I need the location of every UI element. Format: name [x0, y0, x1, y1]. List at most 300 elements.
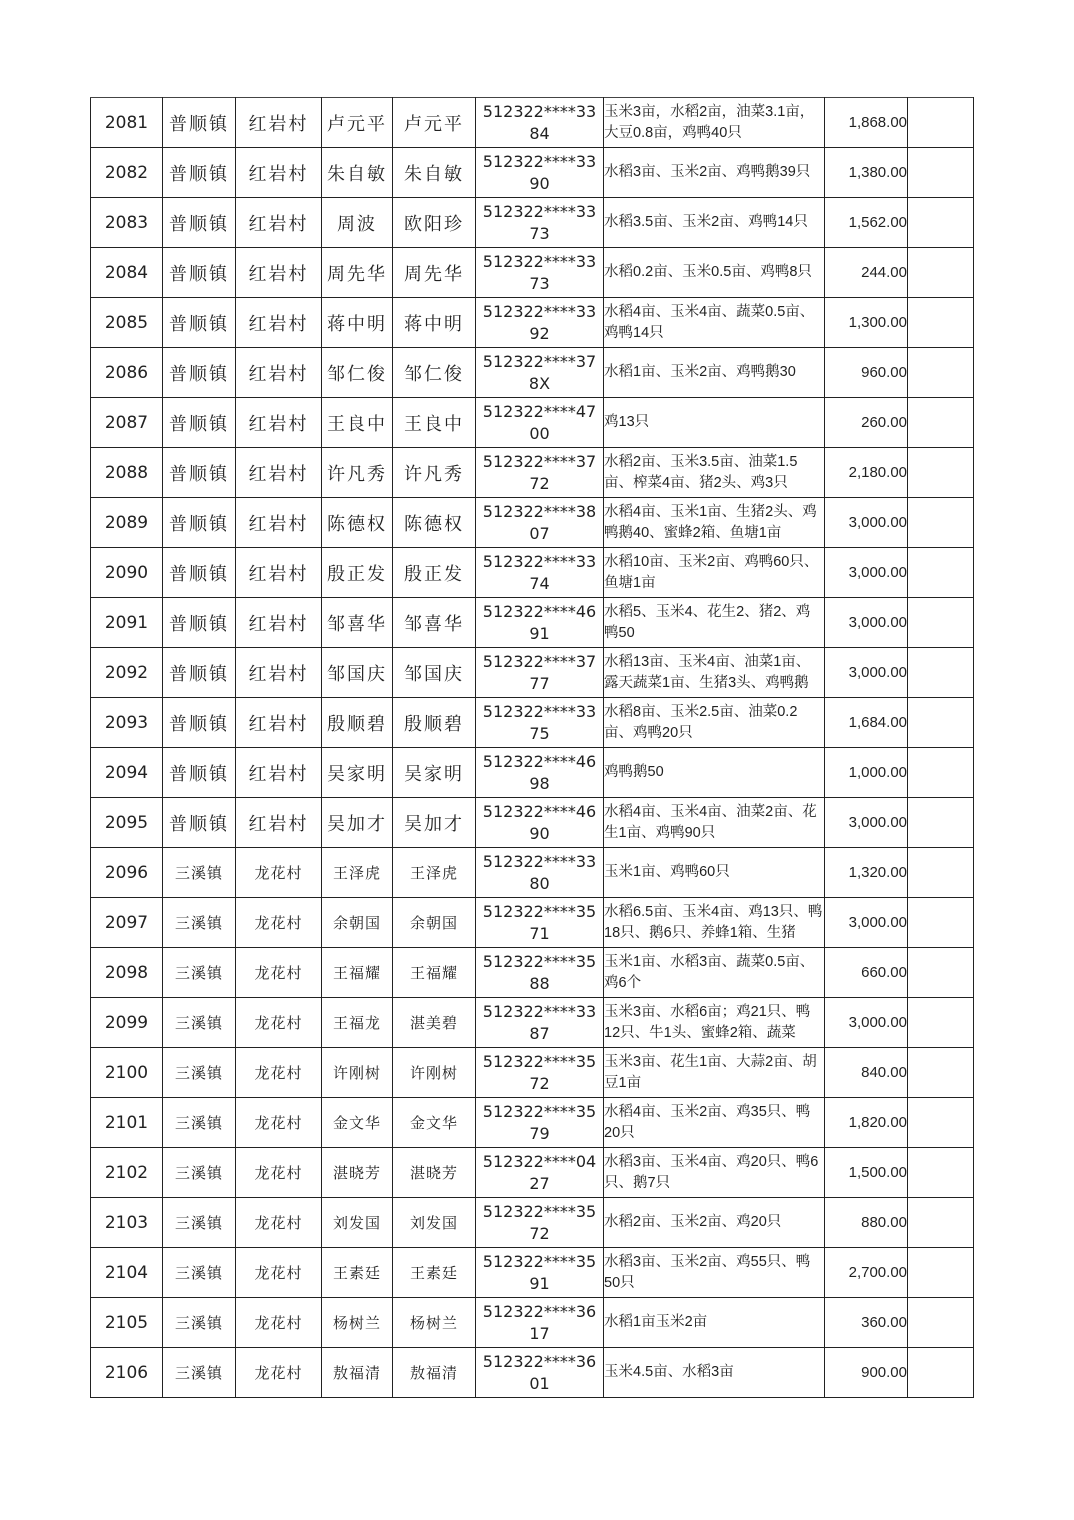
id-number-line-2: 07	[529, 523, 550, 543]
payee-cell: 王福耀	[393, 948, 476, 998]
amount-cell: 3,000.00	[825, 998, 908, 1048]
blank-cell	[908, 98, 974, 148]
crop-description-cell	[604, 298, 825, 348]
village-cell: 红岩村	[236, 698, 322, 748]
town-cell: 三溪镇	[163, 1048, 236, 1098]
village-cell: 红岩村	[236, 198, 322, 248]
town-cell: 普顺镇	[163, 348, 236, 398]
amount-cell: 3,000.00	[825, 648, 908, 698]
blank-cell	[908, 898, 974, 948]
village-cell: 龙花村	[236, 1098, 322, 1148]
id-number-line-2: 90	[529, 173, 550, 193]
payee-cell: 湛晓芳	[393, 1148, 476, 1198]
blank-cell	[908, 348, 974, 398]
blank-cell	[908, 548, 974, 598]
id-number-line-2: 00	[529, 423, 550, 443]
village-cell: 红岩村	[236, 98, 322, 148]
id-number-cell	[476, 748, 604, 798]
blank-cell	[908, 998, 974, 1048]
id-number-line-2: 87	[529, 1023, 550, 1043]
row-number: 2104	[91, 1248, 163, 1298]
amount-cell: 1,868.00	[825, 98, 908, 148]
payee-cell: 殷顺碧	[393, 698, 476, 748]
crop-description-text: 水稻1亩玉米2亩	[604, 1314, 708, 1330]
id-number-line-1: 512322****35	[482, 951, 597, 971]
row-number: 2098	[91, 948, 163, 998]
id-number-cell	[476, 148, 604, 198]
row-number: 2086	[91, 348, 163, 398]
name-cell: 周波	[322, 198, 393, 248]
blank-cell	[908, 698, 974, 748]
id-number-line-1: 512322****38	[482, 501, 597, 521]
town-cell: 三溪镇	[163, 1148, 236, 1198]
id-number-cell	[476, 898, 604, 948]
crop-description-cell	[604, 798, 825, 848]
name-cell: 王福龙	[322, 998, 393, 1048]
id-number-cell	[476, 398, 604, 448]
crop-description-text: 水稻2亩、玉米3.5亩、油菜1.5亩、榨菜4亩、猪2头、鸡3只	[604, 453, 798, 491]
id-number-line-2: 72	[529, 473, 550, 493]
town-cell: 三溪镇	[163, 1348, 236, 1398]
id-number-cell	[476, 948, 604, 998]
village-cell: 龙花村	[236, 1348, 322, 1398]
row-number: 2093	[91, 698, 163, 748]
blank-cell	[908, 498, 974, 548]
payee-cell: 刘发国	[393, 1198, 476, 1248]
name-cell: 王良中	[322, 398, 393, 448]
id-number-line-1: 512322****33	[482, 151, 597, 171]
row-number: 2097	[91, 898, 163, 948]
town-cell: 普顺镇	[163, 798, 236, 848]
crop-description-text: 水稻3亩、玉米2亩、鸡55只、鸭50只	[604, 1253, 811, 1291]
name-cell: 金文华	[322, 1098, 393, 1148]
town-cell: 三溪镇	[163, 848, 236, 898]
village-cell: 龙花村	[236, 1198, 322, 1248]
name-cell: 杨树兰	[322, 1298, 393, 1348]
town-cell: 三溪镇	[163, 998, 236, 1048]
name-cell: 蒋中明	[322, 298, 393, 348]
town-cell: 普顺镇	[163, 198, 236, 248]
crop-description-text: 水稻3亩、玉米2亩、鸡鸭鹅39只	[604, 164, 811, 180]
table-row	[91, 1198, 974, 1248]
id-number-line-1: 512322****37	[482, 651, 597, 671]
id-number-line-1: 512322****47	[482, 401, 597, 421]
village-cell: 红岩村	[236, 798, 322, 848]
town-cell: 普顺镇	[163, 248, 236, 298]
name-cell: 余朝国	[322, 898, 393, 948]
town-cell: 普顺镇	[163, 398, 236, 448]
village-cell: 红岩村	[236, 748, 322, 798]
id-number-cell	[476, 698, 604, 748]
village-cell: 龙花村	[236, 1148, 322, 1198]
village-cell: 龙花村	[236, 1048, 322, 1098]
row-number: 2096	[91, 848, 163, 898]
amount-cell: 244.00	[825, 248, 908, 298]
town-cell: 三溪镇	[163, 1298, 236, 1348]
id-number-line-1: 512322****35	[482, 901, 597, 921]
name-cell: 敖福清	[322, 1348, 393, 1398]
village-cell: 红岩村	[236, 248, 322, 298]
amount-cell: 260.00	[825, 398, 908, 448]
id-number-cell	[476, 1048, 604, 1098]
row-number: 2105	[91, 1298, 163, 1348]
amount-cell: 1,320.00	[825, 848, 908, 898]
blank-cell	[908, 198, 974, 248]
id-number-line-2: 8X	[528, 373, 551, 393]
id-number-line-1: 512322****33	[482, 301, 597, 321]
village-cell: 红岩村	[236, 598, 322, 648]
table-row	[91, 148, 974, 198]
blank-cell	[908, 1348, 974, 1398]
village-cell: 龙花村	[236, 948, 322, 998]
village-cell: 红岩村	[236, 348, 322, 398]
table-row	[91, 498, 974, 548]
town-cell: 普顺镇	[163, 98, 236, 148]
crop-description-text: 玉米3亩、花生1亩、大蒜2亩、胡豆1亩	[604, 1053, 817, 1091]
crop-description-cell	[604, 648, 825, 698]
row-number: 2102	[91, 1148, 163, 1198]
crop-description-text: 玉米3亩、水稻6亩；鸡21只、鸭12只、牛1头、蜜蜂2箱、蔬菜	[604, 1003, 811, 1041]
name-cell: 邹仁俊	[322, 348, 393, 398]
payee-cell: 王良中	[393, 398, 476, 448]
crop-description-text: 玉米3亩，水稻2亩，油菜3.1亩，大豆0.8亩，鸡鸭40只	[604, 103, 815, 141]
row-number: 2103	[91, 1198, 163, 1248]
id-number-cell	[476, 198, 604, 248]
village-cell: 红岩村	[236, 148, 322, 198]
id-number-line-2: 27	[529, 1173, 550, 1193]
table-row	[91, 1048, 974, 1098]
crop-description-cell	[604, 98, 825, 148]
id-number-line-2: 73	[529, 273, 550, 293]
crop-description-cell	[604, 698, 825, 748]
crop-description-cell	[604, 848, 825, 898]
table-row	[91, 748, 974, 798]
crop-description-cell	[604, 998, 825, 1048]
row-number: 2091	[91, 598, 163, 648]
blank-cell	[908, 1248, 974, 1298]
name-cell: 王素廷	[322, 1248, 393, 1298]
blank-cell	[908, 398, 974, 448]
id-number-line-1: 512322****33	[482, 701, 597, 721]
name-cell: 邹国庆	[322, 648, 393, 698]
table-row	[91, 448, 974, 498]
crop-description-text: 水稻0.2亩、玉米0.5亩、鸡鸭8只	[604, 264, 812, 280]
village-cell: 红岩村	[236, 398, 322, 448]
table-body	[91, 98, 974, 1398]
payee-cell: 金文华	[393, 1098, 476, 1148]
payee-cell: 欧阳珍	[393, 198, 476, 248]
payee-cell: 卢元平	[393, 98, 476, 148]
blank-cell	[908, 1198, 974, 1248]
id-number-line-2: 90	[529, 823, 550, 843]
table-row	[91, 898, 974, 948]
town-cell: 三溪镇	[163, 1198, 236, 1248]
table-row	[91, 298, 974, 348]
village-cell: 龙花村	[236, 898, 322, 948]
town-cell: 普顺镇	[163, 448, 236, 498]
id-number-cell	[476, 1098, 604, 1148]
table-row	[91, 198, 974, 248]
row-number: 2082	[91, 148, 163, 198]
village-cell: 红岩村	[236, 498, 322, 548]
crop-description-cell	[604, 1248, 825, 1298]
crop-description-cell	[604, 1098, 825, 1148]
name-cell: 陈德权	[322, 498, 393, 548]
id-number-line-1: 512322****46	[482, 751, 597, 771]
id-number-cell	[476, 98, 604, 148]
id-number-line-2: 88	[529, 973, 550, 993]
row-number: 2106	[91, 1348, 163, 1398]
crop-description-text: 玉米1亩、水稻3亩、蔬菜0.5亩、鸡6个	[604, 953, 815, 991]
village-cell: 红岩村	[236, 298, 322, 348]
amount-cell: 3,000.00	[825, 898, 908, 948]
village-cell: 龙花村	[236, 1298, 322, 1348]
amount-cell: 900.00	[825, 1348, 908, 1398]
village-cell: 龙花村	[236, 998, 322, 1048]
id-number-cell	[476, 248, 604, 298]
blank-cell	[908, 248, 974, 298]
crop-description-cell	[604, 1348, 825, 1398]
crop-description-cell	[604, 1048, 825, 1098]
name-cell: 吴家明	[322, 748, 393, 798]
payee-cell: 余朝国	[393, 898, 476, 948]
name-cell: 许刚树	[322, 1048, 393, 1098]
amount-cell: 2,700.00	[825, 1248, 908, 1298]
id-number-cell	[476, 848, 604, 898]
payee-cell: 蒋中明	[393, 298, 476, 348]
row-number: 2092	[91, 648, 163, 698]
id-number-cell	[476, 548, 604, 598]
id-number-line-1: 512322****33	[482, 551, 597, 571]
crop-description-cell	[604, 348, 825, 398]
id-number-line-1: 512322****35	[482, 1051, 597, 1071]
table-row	[91, 848, 974, 898]
town-cell: 普顺镇	[163, 748, 236, 798]
town-cell: 普顺镇	[163, 298, 236, 348]
crop-description-cell	[604, 898, 825, 948]
crop-description-text: 水稻10亩、玉米2亩、鸡鸭60只、鱼塘1亩	[604, 553, 819, 591]
crop-description-text: 水稻6.5亩、玉米4亩、鸡13只、鸭18只、鹅6只、养蜂1箱、生猪	[604, 903, 823, 941]
blank-cell	[908, 1298, 974, 1348]
id-number-line-1: 512322****37	[482, 451, 597, 471]
id-number-cell	[476, 998, 604, 1048]
table-row	[91, 548, 974, 598]
crop-description-cell	[604, 598, 825, 648]
crop-description-text: 水稻5、玉米4、花生2、猪2、鸡鸭50	[604, 603, 811, 641]
row-number: 2094	[91, 748, 163, 798]
amount-cell: 880.00	[825, 1198, 908, 1248]
payee-cell: 吴家明	[393, 748, 476, 798]
payee-cell: 周先华	[393, 248, 476, 298]
town-cell: 普顺镇	[163, 548, 236, 598]
table-row	[91, 648, 974, 698]
amount-cell: 1,562.00	[825, 198, 908, 248]
blank-cell	[908, 148, 974, 198]
id-number-cell	[476, 298, 604, 348]
id-number-cell	[476, 498, 604, 548]
id-number-line-2: 79	[529, 1123, 550, 1143]
id-number-line-1: 512322****35	[482, 1101, 597, 1121]
id-number-line-1: 512322****33	[482, 101, 597, 121]
payee-cell: 邹仁俊	[393, 348, 476, 398]
row-number: 2090	[91, 548, 163, 598]
crop-description-text: 鸡13只	[604, 414, 650, 430]
id-number-line-1: 512322****33	[482, 201, 597, 221]
id-number-line-2: 75	[529, 723, 550, 743]
id-number-line-2: 80	[529, 873, 550, 893]
payee-cell: 湛美碧	[393, 998, 476, 1048]
blank-cell	[908, 298, 974, 348]
crop-description-cell	[604, 948, 825, 998]
crop-description-cell	[604, 1298, 825, 1348]
id-number-cell	[476, 1298, 604, 1348]
name-cell: 吴加才	[322, 798, 393, 848]
subsidy-table	[90, 97, 974, 1398]
row-number: 2081	[91, 98, 163, 148]
name-cell: 许凡秀	[322, 448, 393, 498]
village-cell: 龙花村	[236, 848, 322, 898]
town-cell: 普顺镇	[163, 498, 236, 548]
crop-description-text: 玉米4.5亩、水稻3亩	[604, 1364, 734, 1380]
crop-description-text: 水稻4亩、玉米4亩、油菜2亩、花生1亩、鸡鸭90只	[604, 803, 817, 841]
id-number-line-1: 512322****35	[482, 1251, 597, 1271]
id-number-cell	[476, 598, 604, 648]
id-number-line-2: 91	[529, 623, 550, 643]
id-number-line-1: 512322****37	[482, 351, 597, 371]
payee-cell: 殷正发	[393, 548, 476, 598]
town-cell: 普顺镇	[163, 648, 236, 698]
crop-description-text: 水稻13亩、玉米4亩、油菜1亩、露天蔬菜1亩、生猪3头、鸡鸭鹅	[604, 653, 811, 691]
amount-cell: 1,684.00	[825, 698, 908, 748]
blank-cell	[908, 798, 974, 848]
crop-description-cell	[604, 498, 825, 548]
crop-description-text: 水稻8亩、玉米2.5亩、油菜0.2亩、鸡鸭20只	[604, 703, 798, 741]
id-number-line-2: 77	[529, 673, 550, 693]
crop-description-cell	[604, 148, 825, 198]
id-number-line-1: 512322****46	[482, 601, 597, 621]
blank-cell	[908, 1148, 974, 1198]
table-row	[91, 798, 974, 848]
row-number: 2089	[91, 498, 163, 548]
amount-cell: 840.00	[825, 1048, 908, 1098]
table-row	[91, 1298, 974, 1348]
row-number: 2084	[91, 248, 163, 298]
id-number-line-1: 512322****33	[482, 1001, 597, 1021]
table-row	[91, 998, 974, 1048]
crop-description-text: 水稻4亩、玉米1亩、生猪2头、鸡鸭鹅40、蜜蜂2箱、鱼塘1亩	[604, 503, 817, 541]
village-cell: 红岩村	[236, 548, 322, 598]
crop-description-cell	[604, 198, 825, 248]
id-number-line-2: 17	[529, 1323, 550, 1343]
name-cell: 殷顺碧	[322, 698, 393, 748]
row-number: 2088	[91, 448, 163, 498]
crop-description-text: 水稻3.5亩、玉米2亩、鸡鸭14只	[604, 214, 808, 230]
name-cell: 卢元平	[322, 98, 393, 148]
row-number: 2083	[91, 198, 163, 248]
id-number-line-2: 72	[529, 1073, 550, 1093]
table-row	[91, 698, 974, 748]
id-number-line-1: 512322****46	[482, 801, 597, 821]
crop-description-text: 水稻1亩、玉米2亩、鸡鸭鹅30	[604, 364, 796, 380]
payee-cell: 朱自敏	[393, 148, 476, 198]
amount-cell: 1,820.00	[825, 1098, 908, 1148]
amount-cell: 1,000.00	[825, 748, 908, 798]
table-row	[91, 98, 974, 148]
town-cell: 三溪镇	[163, 948, 236, 998]
id-number-cell	[476, 648, 604, 698]
name-cell: 王泽虎	[322, 848, 393, 898]
town-cell: 普顺镇	[163, 698, 236, 748]
id-number-line-2: 84	[529, 123, 550, 143]
id-number-line-2: 73	[529, 223, 550, 243]
name-cell: 邹喜华	[322, 598, 393, 648]
id-number-line-1: 512322****33	[482, 851, 597, 871]
id-number-cell	[476, 1248, 604, 1298]
table-row	[91, 948, 974, 998]
blank-cell	[908, 848, 974, 898]
payee-cell: 王泽虎	[393, 848, 476, 898]
blank-cell	[908, 1098, 974, 1148]
village-cell: 红岩村	[236, 648, 322, 698]
table-row	[91, 1348, 974, 1398]
town-cell: 三溪镇	[163, 1248, 236, 1298]
id-number-cell	[476, 798, 604, 848]
payee-cell: 杨树兰	[393, 1298, 476, 1348]
payee-cell: 吴加才	[393, 798, 476, 848]
id-number-cell	[476, 1348, 604, 1398]
amount-cell: 360.00	[825, 1298, 908, 1348]
id-number-line-2: 98	[529, 773, 550, 793]
row-number: 2087	[91, 398, 163, 448]
crop-description-cell	[604, 448, 825, 498]
crop-description-cell	[604, 248, 825, 298]
id-number-cell	[476, 448, 604, 498]
row-number: 2085	[91, 298, 163, 348]
crop-description-cell	[604, 398, 825, 448]
amount-cell: 660.00	[825, 948, 908, 998]
crop-description-cell	[604, 1198, 825, 1248]
village-cell: 龙花村	[236, 1248, 322, 1298]
payee-cell: 敖福清	[393, 1348, 476, 1398]
amount-cell: 3,000.00	[825, 548, 908, 598]
payee-cell: 邹喜华	[393, 598, 476, 648]
amount-cell: 3,000.00	[825, 798, 908, 848]
name-cell: 刘发国	[322, 1198, 393, 1248]
table-row	[91, 1098, 974, 1148]
id-number-line-1: 512322****35	[482, 1201, 597, 1221]
amount-cell: 1,380.00	[825, 148, 908, 198]
town-cell: 三溪镇	[163, 898, 236, 948]
blank-cell	[908, 1048, 974, 1098]
blank-cell	[908, 648, 974, 698]
payee-cell: 许凡秀	[393, 448, 476, 498]
table-row	[91, 1248, 974, 1298]
crop-description-text: 水稻4亩、玉米4亩、蔬菜0.5亩、鸡鸭14只	[604, 303, 815, 341]
blank-cell	[908, 598, 974, 648]
name-cell: 王福耀	[322, 948, 393, 998]
id-number-line-2: 74	[529, 573, 550, 593]
table-row	[91, 398, 974, 448]
crop-description-cell	[604, 548, 825, 598]
name-cell: 周先华	[322, 248, 393, 298]
crop-description-cell	[604, 748, 825, 798]
crop-description-text: 水稻2亩、玉米2亩、鸡20只	[604, 1214, 782, 1230]
blank-cell	[908, 748, 974, 798]
id-number-line-2: 01	[529, 1373, 550, 1393]
id-number-line-1: 512322****04	[482, 1151, 597, 1171]
row-number: 2095	[91, 798, 163, 848]
id-number-cell	[476, 1198, 604, 1248]
